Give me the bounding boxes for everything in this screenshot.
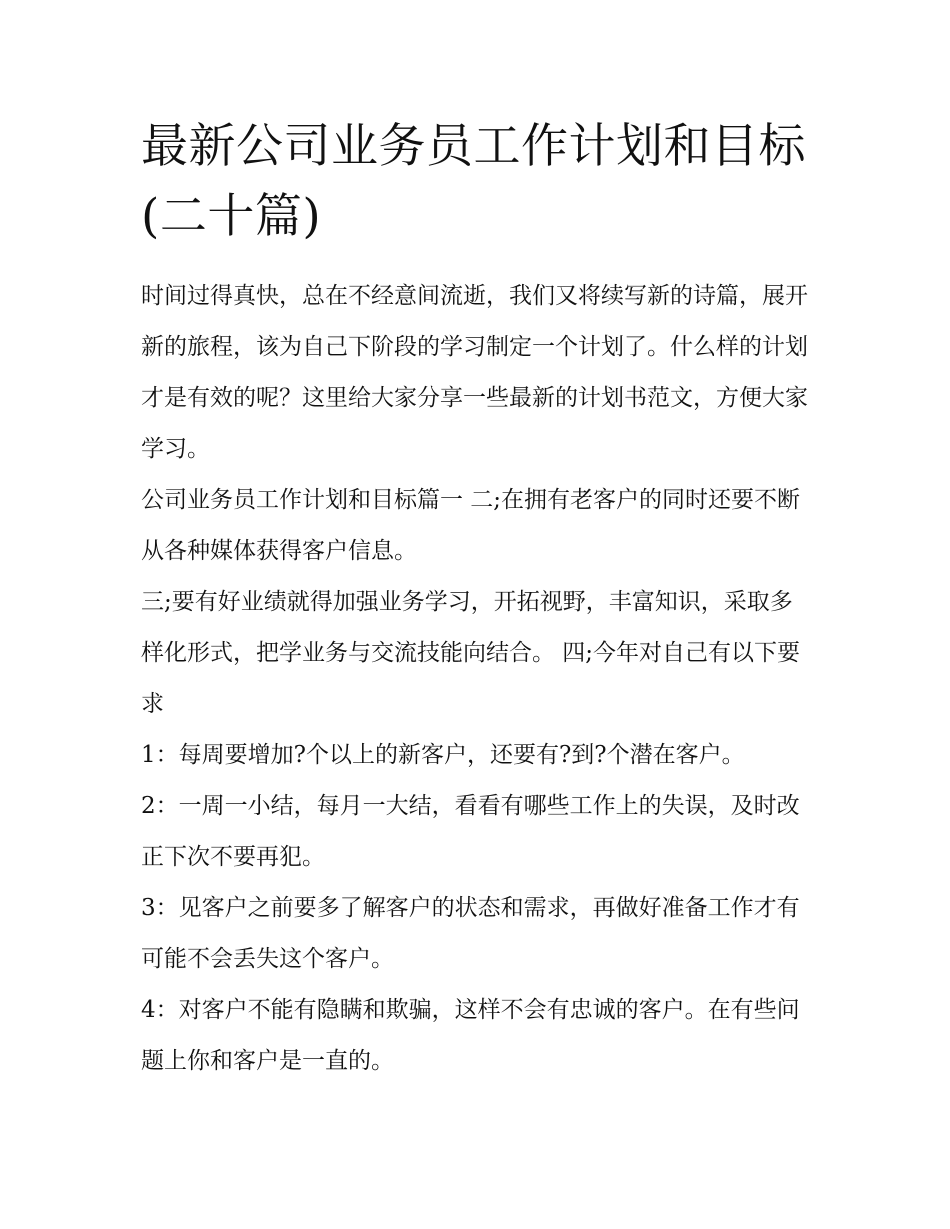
intro-paragraph: 时间过得真快，总在不经意间流逝，我们又将续写新的诗篇，展开新的旅程，该为自己下阶段的学习制定一个计划了。什么样的计划才是有效的呢？这里给大家分享一些最新的计划书范文，方便大家学习。 — [141, 283, 808, 462]
section-three-paragraph: 三;要有好业绩就得加强业务学习，开拓视野，丰富知识，采取多样化形式，把学业务与交流技能向结合。 四;今年对自己有以下要求 — [141, 589, 801, 717]
requirement-item-3: 3：见客户之前要多了解客户的状态和需求，再做好准备工作才有可能不会丢失这个客户。 — [141, 895, 800, 972]
section-one-paragraph: 公司业务员工作计划和目标篇一 二;在拥有老客户的同时还要不断从各种媒体获得客户信息。 — [141, 487, 801, 564]
document-body — [141, 271, 813, 1087]
requirement-item-4: 4：对客户不能有隐瞒和欺骗，这样不会有忠诚的客户。在有些问题上你和客户是一直的。 — [141, 997, 800, 1074]
requirement-item-2: 2：一周一小结，每月一大结，看看有哪些工作上的失误，及时改正下次不要再犯。 — [141, 793, 800, 870]
requirement-item-1: 1：每周要增加?个以上的新客户，还要有?到?个潜在客户。 — [141, 742, 745, 768]
document-content — [141, 112, 813, 1087]
document-title: 最新公司业务员工作计划和目标(二十篇) — [141, 119, 806, 244]
